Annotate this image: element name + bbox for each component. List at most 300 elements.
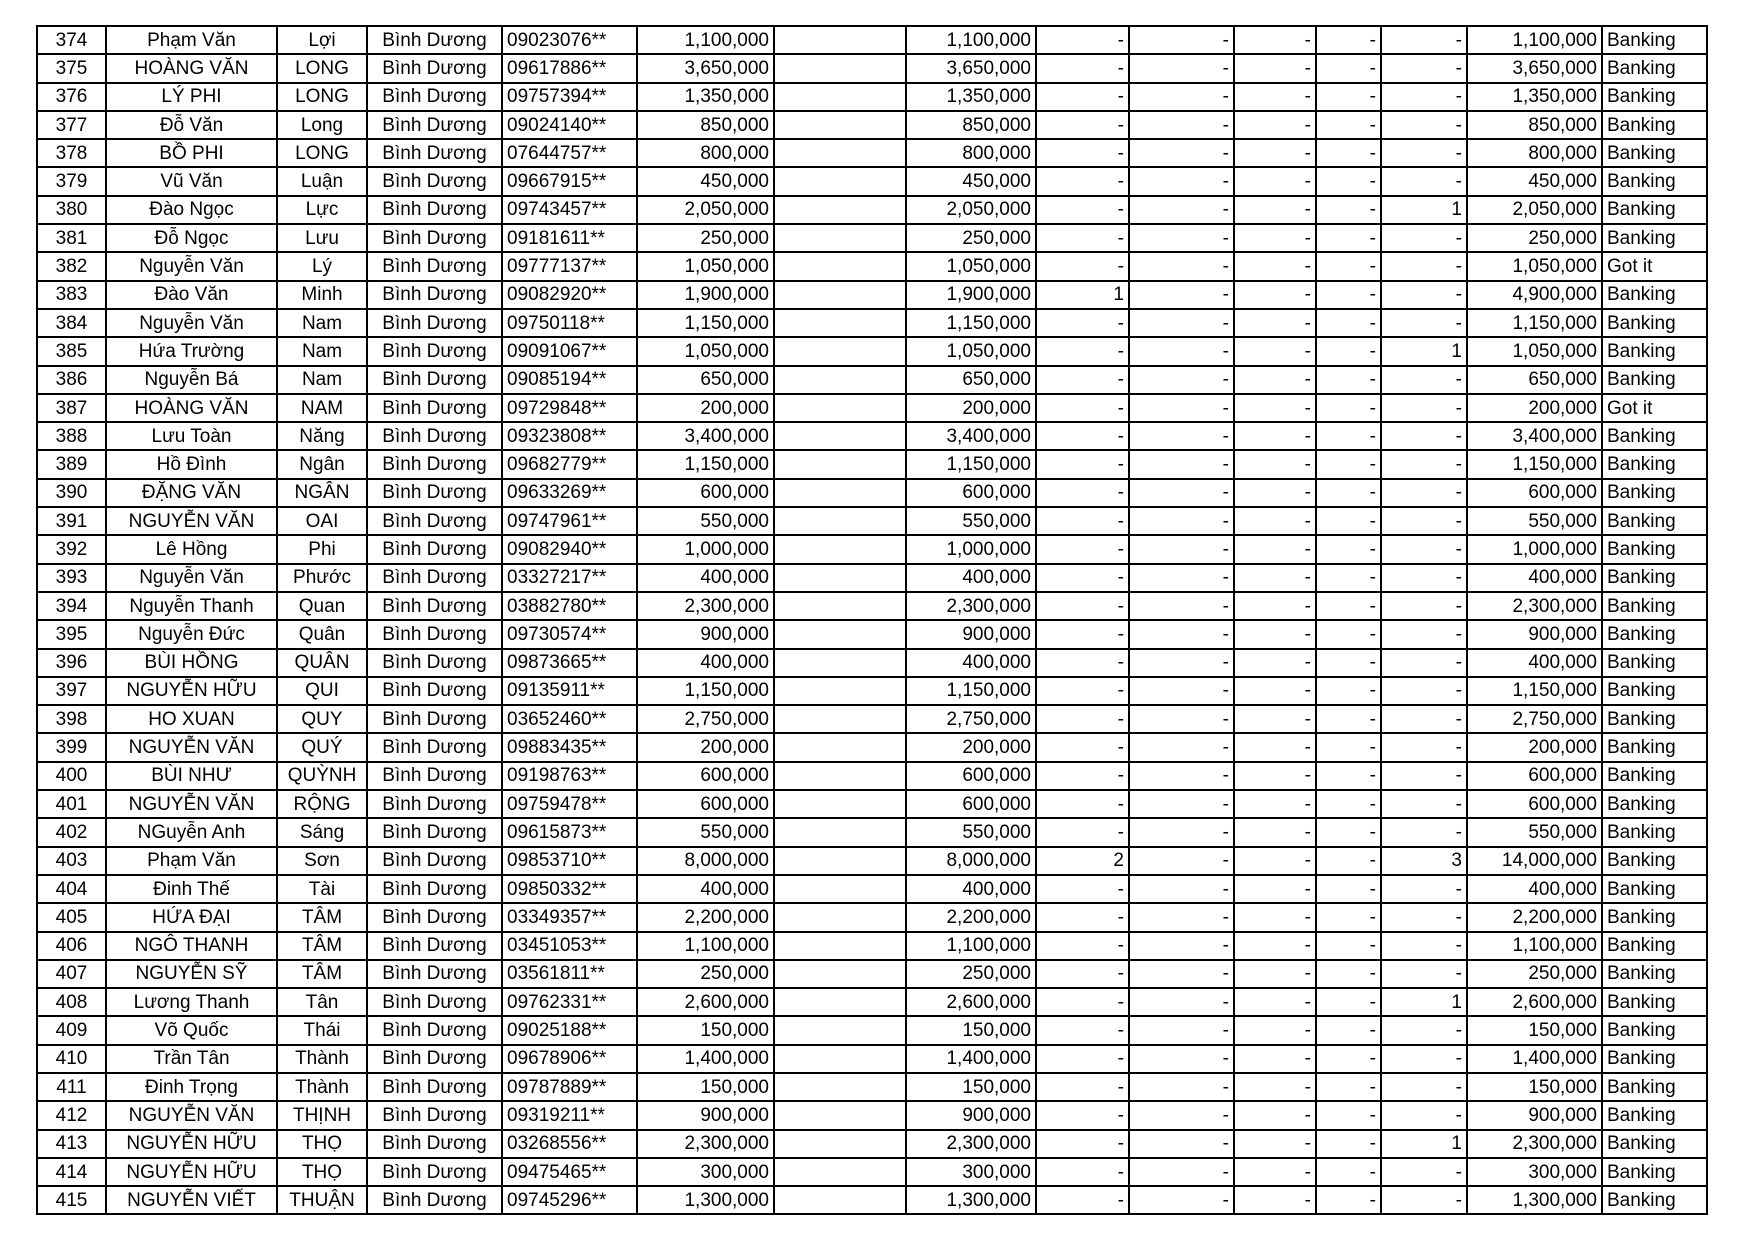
empty-cell (774, 139, 906, 167)
amount-confirmed-cell: 400,000 (906, 564, 1036, 592)
amount-confirmed-cell: 2,300,000 (906, 1130, 1036, 1158)
marker-3-cell: - (1234, 224, 1316, 252)
payment-status-cell: Banking (1602, 762, 1707, 790)
marker-2-cell: - (1129, 450, 1234, 478)
marker-4-cell: - (1316, 479, 1381, 507)
given-name-cell: QUỲNH (277, 762, 367, 790)
phone-number-cell: 03882780** (502, 592, 637, 620)
marker-3-cell: - (1234, 1186, 1316, 1214)
marker-2-cell: - (1129, 903, 1234, 931)
marker-3-cell: - (1234, 281, 1316, 309)
total-amount-cell: 1,000,000 (1467, 535, 1602, 563)
marker-3-cell: - (1234, 309, 1316, 337)
marker-1-cell: - (1036, 337, 1129, 365)
marker-2-cell: - (1129, 337, 1234, 365)
amount-confirmed-cell: 3,650,000 (906, 54, 1036, 82)
marker-5-cell: - (1381, 705, 1467, 733)
row-number-cell: 374 (37, 26, 106, 54)
amount-confirmed-cell: 150,000 (906, 1073, 1036, 1101)
marker-2-cell: - (1129, 252, 1234, 280)
table-row (37, 1016, 1707, 1044)
empty-cell (774, 592, 906, 620)
given-name-cell: Long (277, 111, 367, 139)
phone-number-cell: 09682779** (502, 450, 637, 478)
row-number-cell: 405 (37, 903, 106, 931)
family-name-cell: Lương Thanh (106, 988, 277, 1016)
marker-3-cell: - (1234, 875, 1316, 903)
amount-cell: 3,650,000 (637, 54, 774, 82)
province-cell: Bình Dương (367, 337, 502, 365)
given-name-cell: NGÂN (277, 479, 367, 507)
marker-1-cell: - (1036, 139, 1129, 167)
amount-cell: 200,000 (637, 394, 774, 422)
marker-5-cell: - (1381, 83, 1467, 111)
marker-3-cell: - (1234, 564, 1316, 592)
payment-status-cell: Banking (1602, 111, 1707, 139)
province-cell: Bình Dương (367, 564, 502, 592)
amount-cell: 3,400,000 (637, 422, 774, 450)
total-amount-cell: 550,000 (1467, 507, 1602, 535)
empty-cell (774, 1073, 906, 1101)
row-number-cell: 415 (37, 1186, 106, 1214)
province-cell: Bình Dương (367, 790, 502, 818)
empty-cell (774, 875, 906, 903)
marker-3-cell: - (1234, 1158, 1316, 1186)
province-cell: Bình Dương (367, 762, 502, 790)
row-number-cell: 414 (37, 1158, 106, 1186)
table-row (37, 1045, 1707, 1073)
phone-number-cell: 09757394** (502, 83, 637, 111)
family-name-cell: NGuyễn Anh (106, 818, 277, 846)
given-name-cell: Luận (277, 167, 367, 195)
phone-number-cell: 09082940** (502, 535, 637, 563)
province-cell: Bình Dương (367, 705, 502, 733)
row-number-cell: 376 (37, 83, 106, 111)
family-name-cell: HO XUAN (106, 705, 277, 733)
province-cell: Bình Dương (367, 83, 502, 111)
marker-5-cell: - (1381, 422, 1467, 450)
table-row (37, 932, 1707, 960)
given-name-cell: QUY (277, 705, 367, 733)
marker-2-cell: - (1129, 592, 1234, 620)
payment-status-cell: Banking (1602, 167, 1707, 195)
phone-number-cell: 09082920** (502, 281, 637, 309)
given-name-cell: THỌ (277, 1130, 367, 1158)
row-number-cell: 387 (37, 394, 106, 422)
amount-confirmed-cell: 900,000 (906, 1101, 1036, 1129)
table-row (37, 366, 1707, 394)
marker-5-cell: - (1381, 564, 1467, 592)
table-row (37, 592, 1707, 620)
marker-3-cell: - (1234, 394, 1316, 422)
row-number-cell: 407 (37, 960, 106, 988)
empty-cell (774, 337, 906, 365)
family-name-cell: Đinh Trọng (106, 1073, 277, 1101)
amount-confirmed-cell: 3,400,000 (906, 422, 1036, 450)
total-amount-cell: 450,000 (1467, 167, 1602, 195)
empty-cell (774, 818, 906, 846)
total-amount-cell: 2,050,000 (1467, 196, 1602, 224)
family-name-cell: NGUYỄN HỮU (106, 677, 277, 705)
marker-1-cell: - (1036, 564, 1129, 592)
phone-number-cell: 09750118** (502, 309, 637, 337)
marker-3-cell: - (1234, 762, 1316, 790)
row-number-cell: 398 (37, 705, 106, 733)
marker-3-cell: - (1234, 507, 1316, 535)
empty-cell (774, 507, 906, 535)
marker-3-cell: - (1234, 337, 1316, 365)
marker-1-cell: - (1036, 507, 1129, 535)
total-amount-cell: 800,000 (1467, 139, 1602, 167)
given-name-cell: Lý (277, 252, 367, 280)
marker-2-cell: - (1129, 309, 1234, 337)
amount-cell: 1,050,000 (637, 252, 774, 280)
table-row (37, 677, 1707, 705)
row-number-cell: 397 (37, 677, 106, 705)
total-amount-cell: 900,000 (1467, 1101, 1602, 1129)
phone-number-cell: 09667915** (502, 167, 637, 195)
marker-3-cell: - (1234, 252, 1316, 280)
payment-status-cell: Banking (1602, 366, 1707, 394)
empty-cell (774, 932, 906, 960)
marker-1-cell: - (1036, 196, 1129, 224)
phone-number-cell: 03652460** (502, 705, 637, 733)
marker-1-cell: - (1036, 818, 1129, 846)
marker-3-cell: - (1234, 422, 1316, 450)
province-cell: Bình Dương (367, 1073, 502, 1101)
marker-3-cell: - (1234, 26, 1316, 54)
table-row (37, 875, 1707, 903)
marker-3-cell: - (1234, 139, 1316, 167)
row-number-cell: 408 (37, 988, 106, 1016)
total-amount-cell: 1,050,000 (1467, 252, 1602, 280)
marker-4-cell: - (1316, 1158, 1381, 1186)
payment-status-cell: Banking (1602, 1016, 1707, 1044)
marker-5-cell: - (1381, 450, 1467, 478)
total-amount-cell: 400,000 (1467, 564, 1602, 592)
marker-2-cell: - (1129, 479, 1234, 507)
table-row (37, 1130, 1707, 1158)
table-row (37, 620, 1707, 648)
marker-1-cell: - (1036, 762, 1129, 790)
marker-2-cell: - (1129, 1158, 1234, 1186)
row-number-cell: 409 (37, 1016, 106, 1044)
province-cell: Bình Dương (367, 592, 502, 620)
amount-cell: 900,000 (637, 1101, 774, 1129)
family-name-cell: Lê Hồng (106, 535, 277, 563)
empty-cell (774, 988, 906, 1016)
province-cell: Bình Dương (367, 1016, 502, 1044)
marker-2-cell: - (1129, 281, 1234, 309)
amount-cell: 1,100,000 (637, 932, 774, 960)
total-amount-cell: 250,000 (1467, 224, 1602, 252)
marker-5-cell: - (1381, 111, 1467, 139)
marker-3-cell: - (1234, 1101, 1316, 1129)
marker-1-cell: - (1036, 1073, 1129, 1101)
phone-number-cell: 03561811** (502, 960, 637, 988)
marker-1-cell: - (1036, 733, 1129, 761)
marker-4-cell: - (1316, 762, 1381, 790)
marker-1-cell: - (1036, 705, 1129, 733)
phone-number-cell: 09747961** (502, 507, 637, 535)
marker-2-cell: - (1129, 564, 1234, 592)
marker-2-cell: - (1129, 139, 1234, 167)
row-number-cell: 386 (37, 366, 106, 394)
payment-status-cell: Banking (1602, 1158, 1707, 1186)
amount-cell: 150,000 (637, 1016, 774, 1044)
amount-cell: 400,000 (637, 564, 774, 592)
empty-cell (774, 450, 906, 478)
amount-cell: 550,000 (637, 507, 774, 535)
marker-1-cell: - (1036, 875, 1129, 903)
table-row (37, 479, 1707, 507)
amount-confirmed-cell: 600,000 (906, 790, 1036, 818)
payment-status-cell: Banking (1602, 677, 1707, 705)
marker-5-cell: - (1381, 1186, 1467, 1214)
payment-status-cell: Banking (1602, 224, 1707, 252)
row-number-cell: 412 (37, 1101, 106, 1129)
family-name-cell: NGÔ THANH (106, 932, 277, 960)
phone-number-cell: 03268556** (502, 1130, 637, 1158)
total-amount-cell: 1,100,000 (1467, 932, 1602, 960)
province-cell: Bình Dương (367, 1158, 502, 1186)
given-name-cell: Phi (277, 535, 367, 563)
marker-2-cell: - (1129, 366, 1234, 394)
marker-4-cell: - (1316, 139, 1381, 167)
total-amount-cell: 400,000 (1467, 875, 1602, 903)
total-amount-cell: 2,750,000 (1467, 705, 1602, 733)
amount-cell: 600,000 (637, 762, 774, 790)
table-row (37, 535, 1707, 563)
phone-number-cell: 09319211** (502, 1101, 637, 1129)
given-name-cell: Thái (277, 1016, 367, 1044)
amount-cell: 300,000 (637, 1158, 774, 1186)
marker-4-cell: - (1316, 1016, 1381, 1044)
province-cell: Bình Dương (367, 252, 502, 280)
payment-status-cell: Banking (1602, 422, 1707, 450)
empty-cell (774, 479, 906, 507)
empty-cell (774, 733, 906, 761)
marker-2-cell: - (1129, 535, 1234, 563)
province-cell: Bình Dương (367, 1130, 502, 1158)
table-row (37, 960, 1707, 988)
payment-status-cell: Banking (1602, 932, 1707, 960)
phone-number-cell: 09617886** (502, 54, 637, 82)
amount-cell: 2,750,000 (637, 705, 774, 733)
marker-5-cell: - (1381, 394, 1467, 422)
row-number-cell: 379 (37, 167, 106, 195)
marker-5-cell: - (1381, 818, 1467, 846)
total-amount-cell: 200,000 (1467, 733, 1602, 761)
marker-4-cell: - (1316, 111, 1381, 139)
given-name-cell: Quân (277, 620, 367, 648)
marker-4-cell: - (1316, 252, 1381, 280)
amount-confirmed-cell: 1,050,000 (906, 252, 1036, 280)
amount-confirmed-cell: 150,000 (906, 1016, 1036, 1044)
amount-confirmed-cell: 1,100,000 (906, 26, 1036, 54)
table-row (37, 649, 1707, 677)
marker-3-cell: - (1234, 1130, 1316, 1158)
marker-5-cell: - (1381, 366, 1467, 394)
marker-2-cell: - (1129, 54, 1234, 82)
marker-1-cell: - (1036, 932, 1129, 960)
marker-5-cell: - (1381, 960, 1467, 988)
marker-1-cell: - (1036, 1045, 1129, 1073)
row-number-cell: 401 (37, 790, 106, 818)
marker-2-cell: - (1129, 790, 1234, 818)
payment-status-cell: Banking (1602, 450, 1707, 478)
amount-confirmed-cell: 550,000 (906, 507, 1036, 535)
phone-number-cell: 03327217** (502, 564, 637, 592)
table-row (37, 281, 1707, 309)
marker-1-cell: - (1036, 903, 1129, 931)
payment-status-cell: Banking (1602, 479, 1707, 507)
table-row (37, 847, 1707, 875)
province-cell: Bình Dương (367, 818, 502, 846)
amount-confirmed-cell: 400,000 (906, 649, 1036, 677)
marker-3-cell: - (1234, 535, 1316, 563)
empty-cell (774, 1101, 906, 1129)
empty-cell (774, 1158, 906, 1186)
given-name-cell: Thành (277, 1045, 367, 1073)
empty-cell (774, 224, 906, 252)
row-number-cell: 375 (37, 54, 106, 82)
marker-2-cell: - (1129, 762, 1234, 790)
amount-cell: 2,300,000 (637, 1130, 774, 1158)
amount-cell: 150,000 (637, 1073, 774, 1101)
family-name-cell: HOÀNG VĂN (106, 394, 277, 422)
total-amount-cell: 600,000 (1467, 479, 1602, 507)
empty-cell (774, 705, 906, 733)
family-name-cell: BÙI NHƯ (106, 762, 277, 790)
marker-3-cell: - (1234, 818, 1316, 846)
amount-confirmed-cell: 400,000 (906, 875, 1036, 903)
marker-5-cell: - (1381, 252, 1467, 280)
total-amount-cell: 150,000 (1467, 1016, 1602, 1044)
family-name-cell: NGUYỄN VĂN (106, 1101, 277, 1129)
amount-confirmed-cell: 600,000 (906, 479, 1036, 507)
given-name-cell: Nam (277, 309, 367, 337)
empty-cell (774, 366, 906, 394)
payment-list-table (36, 25, 1708, 1215)
province-cell: Bình Dương (367, 960, 502, 988)
marker-2-cell: - (1129, 960, 1234, 988)
given-name-cell: RỘNG (277, 790, 367, 818)
row-number-cell: 403 (37, 847, 106, 875)
phone-number-cell: 09181611** (502, 224, 637, 252)
amount-cell: 1,050,000 (637, 337, 774, 365)
table-row (37, 1073, 1707, 1101)
table-row (37, 422, 1707, 450)
phone-number-cell: 09743457** (502, 196, 637, 224)
marker-1-cell: - (1036, 224, 1129, 252)
family-name-cell: Phạm Văn (106, 26, 277, 54)
empty-cell (774, 167, 906, 195)
marker-1-cell: - (1036, 960, 1129, 988)
phone-number-cell: 03451053** (502, 932, 637, 960)
table-row (37, 309, 1707, 337)
marker-4-cell: - (1316, 366, 1381, 394)
family-name-cell: Đào Ngọc (106, 196, 277, 224)
empty-cell (774, 422, 906, 450)
amount-cell: 2,300,000 (637, 592, 774, 620)
empty-cell (774, 1130, 906, 1158)
payment-status-cell: Banking (1602, 1073, 1707, 1101)
payment-status-cell: Banking (1602, 83, 1707, 111)
amount-confirmed-cell: 1,900,000 (906, 281, 1036, 309)
marker-5-cell: - (1381, 1101, 1467, 1129)
amount-cell: 650,000 (637, 366, 774, 394)
marker-4-cell: - (1316, 564, 1381, 592)
given-name-cell: Minh (277, 281, 367, 309)
amount-confirmed-cell: 2,750,000 (906, 705, 1036, 733)
marker-3-cell: - (1234, 1073, 1316, 1101)
province-cell: Bình Dương (367, 309, 502, 337)
empty-cell (774, 790, 906, 818)
family-name-cell: NGUYỄN SỸ (106, 960, 277, 988)
empty-cell (774, 309, 906, 337)
family-name-cell: Đỗ Văn (106, 111, 277, 139)
family-name-cell: HOÀNG VĂN (106, 54, 277, 82)
empty-cell (774, 960, 906, 988)
marker-5-cell: - (1381, 733, 1467, 761)
amount-confirmed-cell: 2,050,000 (906, 196, 1036, 224)
family-name-cell: Nguyễn Bá (106, 366, 277, 394)
table-row (37, 337, 1707, 365)
row-number-cell: 395 (37, 620, 106, 648)
payment-status-cell: Banking (1602, 1045, 1707, 1073)
marker-5-cell: - (1381, 649, 1467, 677)
empty-cell (774, 26, 906, 54)
amount-cell: 1,150,000 (637, 677, 774, 705)
row-number-cell: 410 (37, 1045, 106, 1073)
row-number-cell: 399 (37, 733, 106, 761)
marker-3-cell: - (1234, 988, 1316, 1016)
marker-2-cell: - (1129, 1186, 1234, 1214)
province-cell: Bình Dương (367, 450, 502, 478)
amount-confirmed-cell: 1,350,000 (906, 83, 1036, 111)
marker-4-cell: - (1316, 1130, 1381, 1158)
family-name-cell: Nguyễn Văn (106, 309, 277, 337)
amount-cell: 800,000 (637, 139, 774, 167)
province-cell: Bình Dương (367, 847, 502, 875)
province-cell: Bình Dương (367, 988, 502, 1016)
given-name-cell: QUÂN (277, 649, 367, 677)
total-amount-cell: 2,300,000 (1467, 1130, 1602, 1158)
table-row (37, 762, 1707, 790)
amount-cell: 8,000,000 (637, 847, 774, 875)
given-name-cell: Lưu (277, 224, 367, 252)
empty-cell (774, 564, 906, 592)
marker-5-cell: - (1381, 875, 1467, 903)
given-name-cell: TÂM (277, 932, 367, 960)
payment-status-cell: Banking (1602, 960, 1707, 988)
phone-number-cell: 09024140** (502, 111, 637, 139)
empty-cell (774, 54, 906, 82)
marker-4-cell: - (1316, 903, 1381, 931)
marker-2-cell: - (1129, 394, 1234, 422)
marker-5-cell: - (1381, 1016, 1467, 1044)
amount-confirmed-cell: 250,000 (906, 960, 1036, 988)
marker-4-cell: - (1316, 507, 1381, 535)
province-cell: Bình Dương (367, 167, 502, 195)
table-row (37, 54, 1707, 82)
province-cell: Bình Dương (367, 224, 502, 252)
marker-4-cell: - (1316, 1073, 1381, 1101)
payment-status-cell: Banking (1602, 620, 1707, 648)
amount-confirmed-cell: 1,000,000 (906, 535, 1036, 563)
amount-confirmed-cell: 1,100,000 (906, 932, 1036, 960)
